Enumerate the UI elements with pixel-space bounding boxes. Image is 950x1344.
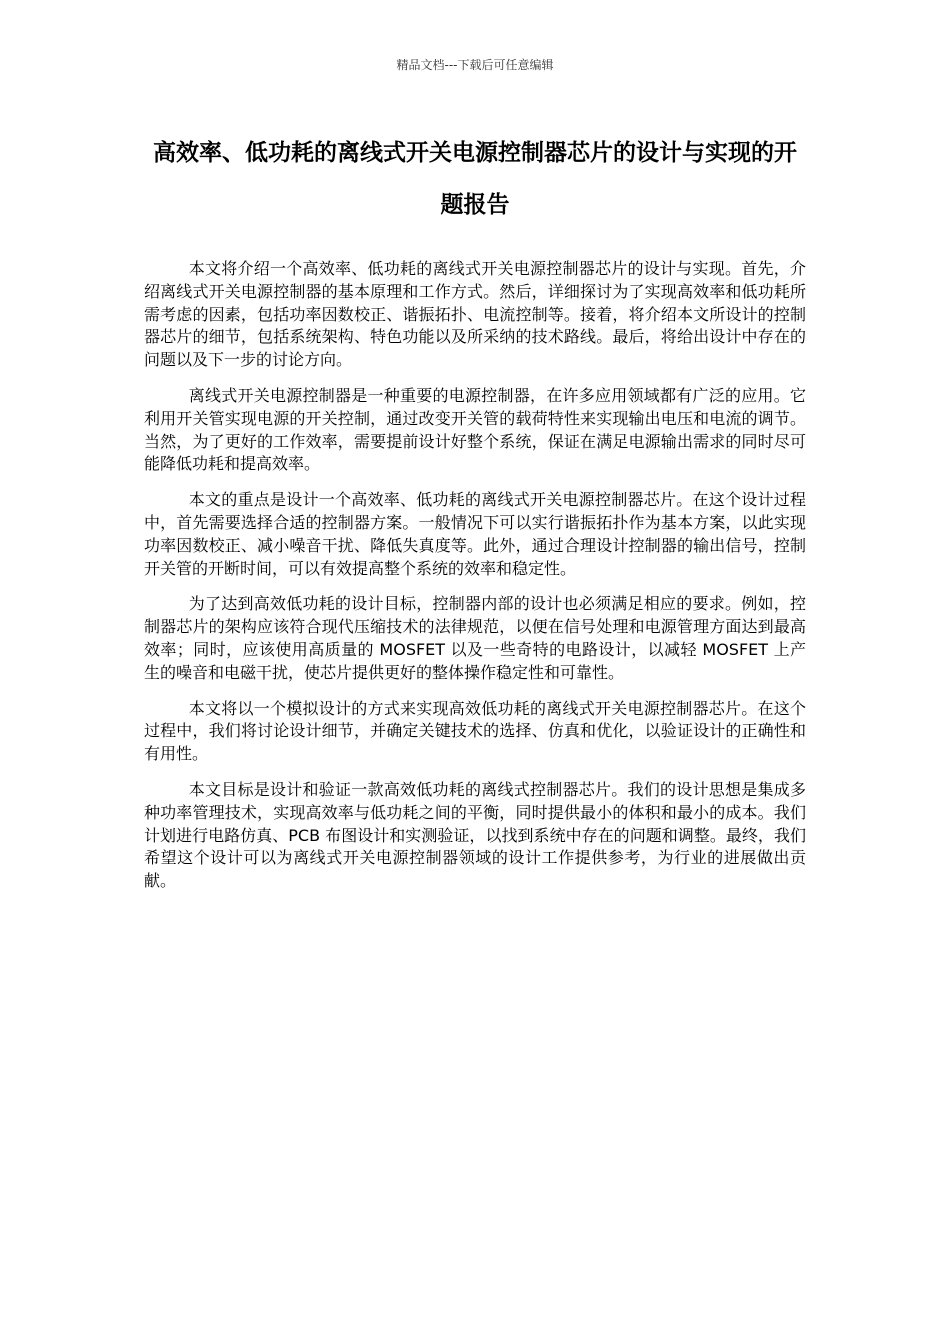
paragraph-4: 为了达到高效低功耗的设计目标，控制器内部的设计也必须满足相应的要求。例如，控制器芯片的架构应该符合现代压缩技术的法律规范，以便在信号处理和电源管理方面达到最高效率；同时，应该使用高质量的 MOSFET 以及一些奇特的电路设计，以减轻 MOSFET 上产生的噪音和电磁干扰，使芯片提供更好的整体操作稳定性和可靠性。 [144,594,806,682]
page-header-watermark: 精品文档---下载后可任意编辑 [396,58,554,72]
document-title: 高效率、低功耗的离线式开关电源控制器芯片的设计与实现的开题报告 [153,140,797,218]
paragraph-6: 本文目标是设计和验证一款高效低功耗的离线式控制器芯片。我们的设计思想是集成多种功率管理技术，实现高效率与低功耗之间的平衡，同时提供最小的体积和最小的成本。我们计划进行电路仿真、PCB 布图设计和实测验证，以找到系统中存在的问题和调整。最终，我们希望这个设计可以为离线式开关电源控制器领域的设计工作提供参考，为行业的进展做出贡献。 [144,779,806,891]
paragraph-1: 本文将介绍一个高效率、低功耗的离线式开关电源控制器芯片的设计与实现。首先，介绍离线式开关电源控制器的基本原理和工作方式。然后，详细探讨为了实现高效率和低功耗所需考虑的因素，包括功率因数校正、谐振拓扑、电流控制等。接着，将介绍本文所设计的控制器芯片的细节，包括系统架构、特色功能以及所采纳的技术路线。最后，将给出设计中存在的问题以及下一步的讨论方向。 [144,259,806,370]
paragraph-5: 本文将以一个模拟设计的方式来实现高效低功耗的离线式开关电源控制器芯片。在这个过程中，我们将讨论设计细节，并确定关键技术的选择、仿真和优化，以验证设计的正确性和有用性。 [144,698,806,764]
document-body [144,258,806,906]
paragraph-2: 离线式开关电源控制器是一种重要的电源控制器，在许多应用领域都有广泛的应用。它利用开关管实现电源的开关控制，通过改变开关管的载荷特性来实现输出电压和电流的调节。当然，为了更好的工作效率，需要提前设计好整个系统，保证在满足电源输出需求的同时尽可能降低功耗和提高效率。 [144,385,806,474]
paragraph-3: 本文的重点是设计一个高效率、低功耗的离线式开关电源控制器芯片。在这个设计过程中，首先需要选择合适的控制器方案。一般情况下可以实行谐振拓扑作为基本方案，以此实现功率因数校正、减小噪音干扰、降低失真度等。此外，通过合理设计控制器的输出信号，控制开关管的开断时间，可以有效提高整个系统的效率和稳定性。 [144,490,806,578]
